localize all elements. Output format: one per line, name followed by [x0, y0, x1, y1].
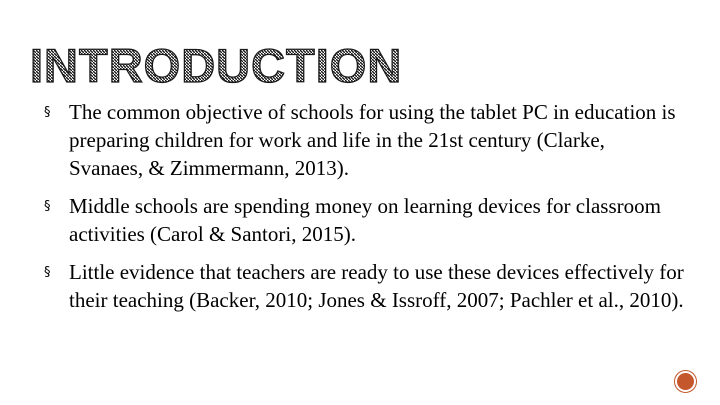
bullet-icon: §: [44, 199, 51, 214]
bullet-text: Middle schools are spending money on learning devices for classroom activities (Carol & Santori, 2015).: [69, 194, 661, 246]
bullet-item: [44, 98, 684, 182]
bullet-list: [44, 98, 684, 324]
circle-decoration-icon: [674, 370, 697, 393]
bullet-icon: §: [44, 105, 51, 120]
title-text: INTRODUCTION: [30, 39, 403, 92]
bullet-item: [44, 192, 684, 248]
bullet-text: The common objective of schools for using the tablet PC in education is preparing children for work and life in the 21st century (Clarke, Svanaes, & Zimmermann, 2013).: [69, 100, 676, 180]
bullet-icon: §: [44, 265, 51, 280]
bullet-item: [44, 258, 684, 314]
circle-decoration-fill: [677, 373, 694, 390]
slide-title: [30, 38, 403, 92]
bullet-text: Little evidence that teachers are ready to use these devices effectively for their teaching (Backer, 2010; Jones & Issroff, 2007; Pachler et al., 2010).: [69, 260, 684, 312]
